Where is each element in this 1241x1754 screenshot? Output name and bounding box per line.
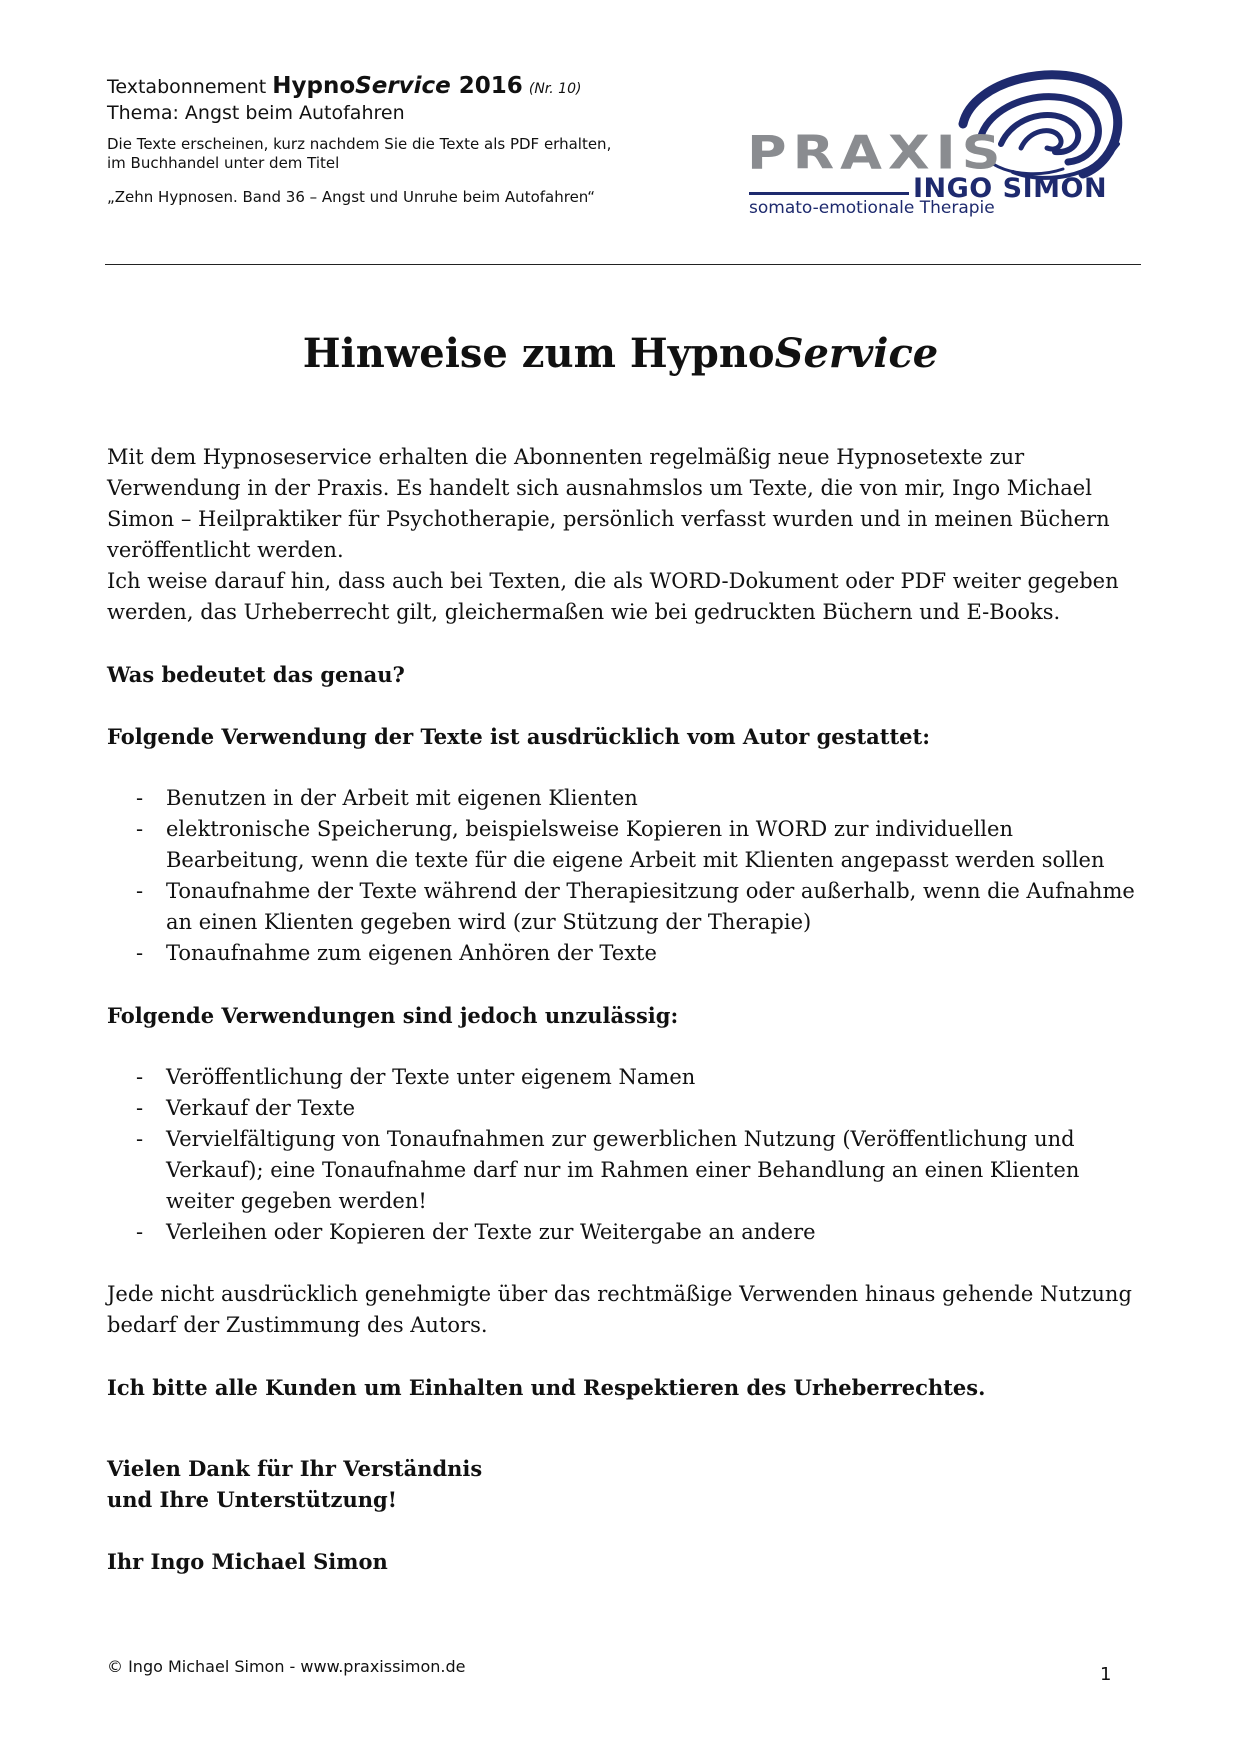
topic-line: Thema: Angst beim Autofahren: [107, 102, 405, 124]
footer-copyright: © Ingo Michael Simon - www.praxissimon.de: [107, 1657, 466, 1676]
title-plain: Hinweise zum Hypno: [302, 330, 775, 377]
list-item: [107, 783, 1147, 814]
brand-italic: Service: [355, 73, 451, 99]
list-item-text: Tonaufnahme der Texte während der Therapiesitzung oder außerhalb, wenn die Aufnahme an einen Klienten gegeben wird (zur Stützung der Therapie): [166, 879, 1135, 934]
brand-year: 2016: [450, 73, 523, 99]
brand-name: [272, 73, 523, 99]
question-heading: Was bedeutet das genau?: [107, 662, 405, 687]
publication-note: [107, 135, 667, 173]
list-item: [107, 938, 1147, 969]
list-dash: -: [136, 1065, 144, 1089]
allowed-list: [107, 783, 1147, 969]
header-divider: [105, 264, 1141, 265]
issue-number: (Nr. 10): [528, 81, 582, 97]
list-item-text: Verleihen oder Kopieren der Texte zur Weitergabe an andere: [166, 1220, 816, 1244]
list-dash: -: [136, 1127, 144, 1151]
logo-rule: [749, 192, 909, 195]
subscription-prefix: Textabonnement: [107, 76, 273, 98]
subscription-line: [107, 74, 667, 101]
list-dash: -: [136, 941, 144, 965]
list-item: [107, 1062, 1147, 1093]
forbidden-list: [107, 1062, 1147, 1248]
publication-note-line1: Die Texte erscheinen, kurz nachdem Sie die Texte als PDF erhalten,: [107, 135, 612, 153]
praxis-logo: [745, 64, 1135, 224]
allowed-heading: Folgende Verwendung der Texte ist ausdrücklich vom Autor gestattet:: [107, 724, 930, 749]
list-item-text: Veröffentlichung der Texte unter eigenem Namen: [166, 1065, 696, 1089]
brand-plain: Hypno: [272, 73, 356, 99]
request-line: Ich bitte alle Kunden um Einhalten und Respektieren des Urheberrechtes.: [107, 1375, 986, 1400]
list-item-text: Vervielfältigung von Tonaufnahmen zur gewerblichen Nutzung (Veröffentlichung und Verkauf); eine Tonaufnahme darf nur im Rahmen einer Behandlung an einen Klienten weiter gegeben werden!: [166, 1127, 1080, 1213]
signature: Ihr Ingo Michael Simon: [107, 1549, 388, 1574]
thanks-line2: und Ihre Unterstützung!: [107, 1487, 397, 1512]
list-item: [107, 814, 1147, 876]
list-dash: -: [136, 786, 144, 810]
list-item-text: Benutzen in der Arbeit mit eigenen Klienten: [166, 786, 638, 810]
list-item-text: Verkauf der Texte: [166, 1096, 356, 1120]
list-dash: -: [136, 1220, 144, 1244]
page-number: 1: [1100, 1664, 1112, 1685]
list-item: [107, 1093, 1147, 1124]
list-item-text: elektronische Speicherung, beispielsweise Kopieren in WORD zur individuellen Bearbeitung, wenn die texte für die eigene Arbeit mit Klienten angepasst werden sollen: [166, 817, 1105, 872]
title-italic: Service: [774, 330, 939, 377]
forbidden-heading: Folgende Verwendungen sind jedoch unzulässig:: [107, 1003, 679, 1028]
copyright-paragraph: Ich weise darauf hin, dass auch bei Texten, die als WORD-Dokument oder PDF weiter gegeben werden, das Urheberrecht gilt, gleichermaßen wie bei gedruckten Büchern und E-Books.: [107, 569, 1119, 624]
page-title: [0, 328, 1241, 380]
list-dash: -: [136, 879, 144, 903]
publication-note-line2: im Buchhandel unter dem Titel: [107, 154, 340, 172]
book-title: „Zehn Hypnosen. Band 36 – Angst und Unruhe beim Autofahren“: [107, 188, 595, 206]
list-dash: -: [136, 1096, 144, 1120]
list-item-text: Tonaufnahme zum eigenen Anhören der Texte: [166, 941, 657, 965]
logo-word: PRAXIS: [747, 125, 1007, 180]
thanks-line1: Vielen Dank für Ihr Verständnis: [107, 1456, 483, 1481]
document-body: [107, 442, 1147, 1577]
logo-name: INGO SIMON: [913, 173, 1108, 204]
list-item: [107, 1217, 1147, 1248]
consent-paragraph: Jede nicht ausdrücklich genehmigte über das rechtmäßige Verwenden hinaus gehende Nutzung bedarf der Zustimmung des Autors.: [107, 1282, 1132, 1337]
list-item: [107, 876, 1147, 938]
logo-tagline: somato-emotionale Therapie: [749, 198, 995, 218]
document-header: [107, 74, 667, 207]
list-item: [107, 1124, 1147, 1217]
intro-paragraph: Mit dem Hypnoseservice erhalten die Abonnenten regelmäßig neue Hypnosetexte zur Verwendung in der Praxis. Es handelt sich ausnahmslos um Texte, die von mir, Ingo Michael Simon – Heilpraktiker für Psychotherapie, persönlich verfasst wurden und in meinen Büchern veröffentlicht werden.: [107, 445, 1110, 562]
list-dash: -: [136, 817, 144, 841]
